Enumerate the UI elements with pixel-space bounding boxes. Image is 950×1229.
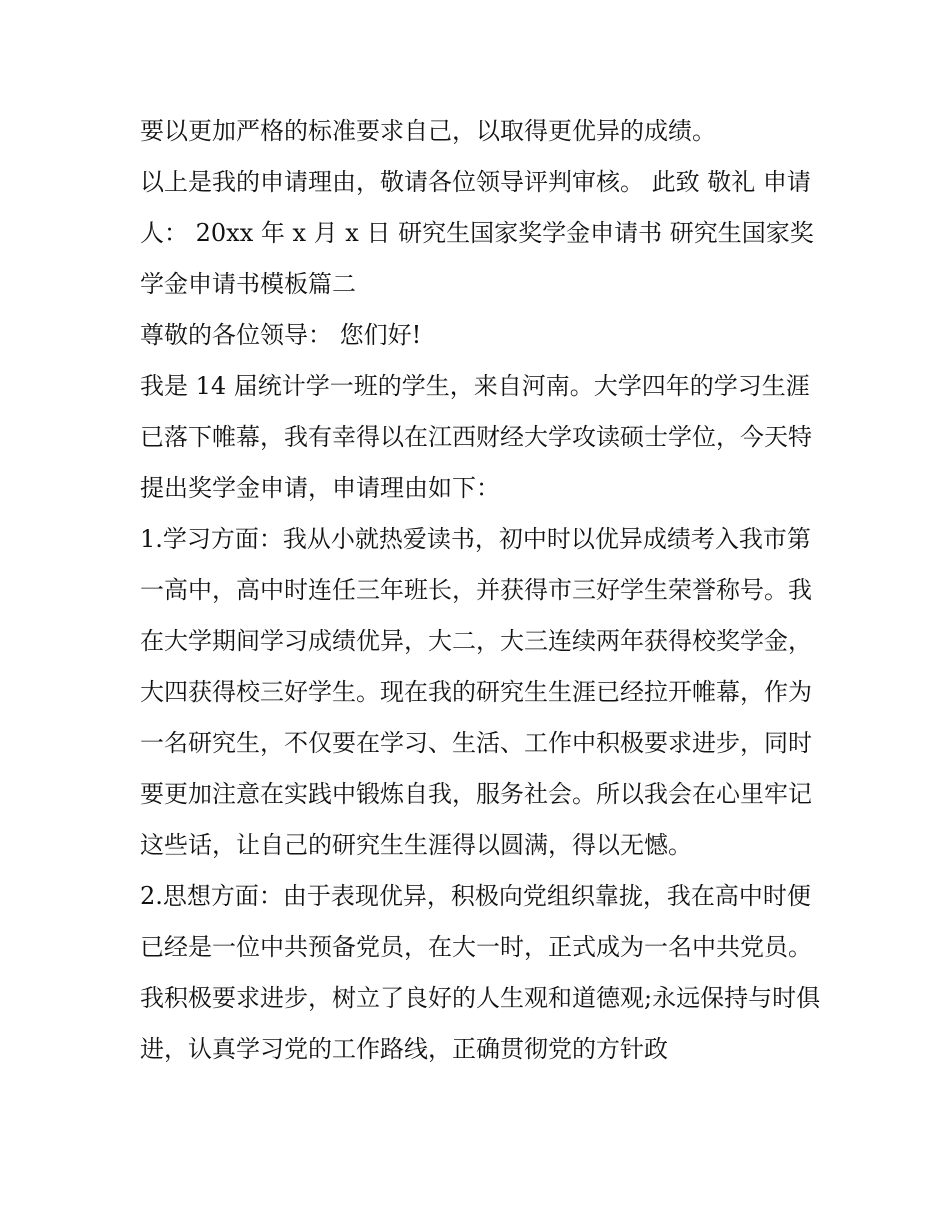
paragraph-ideology-aspect: 2.思想方面：由于表现优异，积极向党组织靠拢，我在高中时便已经是一位中共预备党员，在大一时，正式成为一名中共党员。我积极要求进步，树立了良好的人生观和道德观;永远保持与时俱进，认真学习党的工作路线，正确贯彻党的方针政 — [140, 882, 821, 1063]
paragraph-introduction: 我是 14 届统计学一班的学生，来自河南。大学四年的学习生涯已落下帷幕，我有幸得以在江西财经大学攻读硕士学位，今天特提出奖学金申请，申请理由如下： — [140, 372, 812, 502]
paragraph-signoff: 以上是我的申请理由，敬请各位领导评判审核。 此致 敬礼 申请人： 20xx 年 x 月 x 日 研究生国家奖学金申请书 研究生国家奖学金申请书模板篇二 — [140, 168, 814, 298]
paragraph-study-aspect: 1.学习方面：我从小就热爱读书，初中时以优异成绩考入我市第一高中，高中时连任三年班长，并获得市三好学生荣誉称号。我在大学期间学习成绩优异，大二，大三连续两年获得校奖学金，大四获得校三好学生。现在我的研究生生涯已经拉开帷幕，作为一名研究生，不仅要在学习、生活、工作中积极要求进步，同时要更加注意在实践中锻炼自我，服务社会。所以我会在心里牢记这些话，让自己的研究生生涯得以圆满，得以无憾。 — [140, 525, 812, 859]
document-body — [140, 106, 830, 1075]
paragraph-closing-line: 要以更加严格的标准要求自己，以取得更优异的成绩。 — [140, 117, 716, 145]
paragraph-salutation: 尊敬的各位领导： 您们好! — [140, 321, 422, 349]
